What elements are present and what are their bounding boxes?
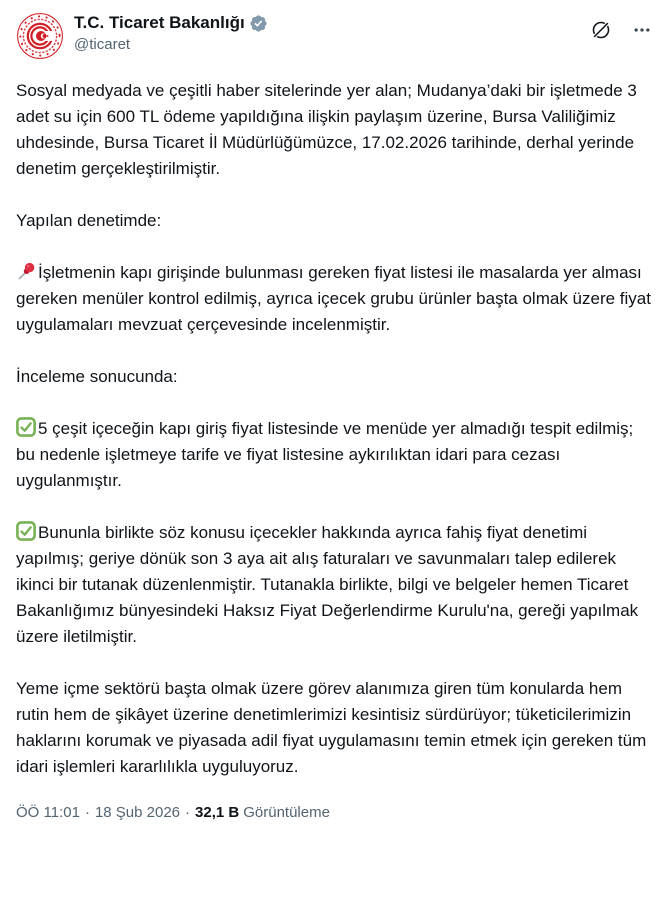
tweet-paragraph (16, 520, 654, 650)
paragraph-text: 5 çeşit içeceğin kapı giriş fiyat listesinde ve menüde yer almadığı tespit edilmiş; bu nedenle işletmeye tarife ve fiyat listesine aykırılıktan idari para cezası uygulanmıştır. (16, 419, 634, 490)
paragraph-text: Yapılan denetimde: (16, 211, 162, 230)
tweet-header (16, 12, 654, 60)
grok-icon (590, 19, 612, 41)
check-mark-icon (16, 521, 36, 541)
paragraph-text: İşletmenin kapı girişinde bulunması gereken fiyat listesi ile masalarda yer alması gereken menüler kontrol edilmiş, ayrıca içecek grubu ürünler başta olmak üzere fiyat uygulamaları mevzuat çerçevesinde incelenmiştir. (16, 263, 651, 334)
user-names (74, 12, 590, 53)
paragraph-text: İnceleme sonucunda: (16, 367, 178, 386)
tweet-paragraph (16, 208, 654, 234)
separator-dot: · (84, 804, 90, 821)
tweet-paragraph (16, 364, 654, 390)
avatar[interactable] (16, 12, 64, 60)
tweet-body (16, 78, 654, 780)
paragraph-text: Sosyal medyada ve çeşitli haber sitelerinde yer alan; Mudanya’daki bir işletmede 3 adet su için 600 TL ödeme yapıldığına ilişkin paylaşım üzerine, Bursa Valiliğimiz uhdesinde, Bursa Ticaret İl Müdürlüğümüzce, 17.02.2026 tarihinde, derhal yerinde denetim gerçekleştirilmiştir. (16, 81, 637, 178)
header-actions (590, 12, 654, 41)
tweet-footer (16, 804, 654, 821)
tweet-paragraph (16, 260, 654, 338)
views-count: 32,1 B (195, 804, 240, 821)
views-label: Görüntüleme (243, 804, 330, 821)
verified-badge-icon[interactable] (249, 14, 268, 33)
tweet-paragraph (16, 78, 654, 182)
more-button[interactable] (632, 20, 652, 40)
user-handle[interactable]: @ticaret (74, 36, 131, 53)
pushpin-icon (16, 261, 36, 281)
check-mark-icon (16, 417, 36, 437)
display-name[interactable]: T.C. Ticaret Bakanlığı (74, 13, 245, 32)
paragraph-text: Bununla birlikte söz konusu içecekler hakkında ayrıca fahiş fiyat denetimi yapılmış; geriye dönük son 3 aya ait alış faturaları ve savunmaları talep edilerek ikinci bir tutanak düzenlenmiştir. Tutanakla birlikte, bilgi ve belgeler hemen Ticaret Bakanlığımız bünyesindeki Haksız Fiyat Değerlendirme Kurulu'na, gereği yapılmak üzere iletilmiştir. (16, 523, 639, 646)
paragraph-text: Yeme içme sektörü başta olmak üzere görev alanımıza giren tüm konularda hem rutin hem de şikâyet üzerine denetimlerimizi kesintisiz sürdürüyor; tüketicilerimizin haklarını korumak ve piyasada adil fiyat uygulamasını temin etmek için gereken tüm idari işlemleri kararlılıkla uyguluyoruz. (16, 679, 647, 776)
timestamp-time: ÖÖ 11:01 (16, 804, 80, 821)
separator-dot: · (185, 804, 191, 821)
timestamp-date: 18 Şub 2026 (94, 804, 181, 821)
tweet-paragraph (16, 416, 654, 494)
ministry-of-trade-logo-icon (16, 12, 64, 60)
grok-button[interactable] (590, 19, 612, 41)
tweet-paragraph (16, 676, 654, 780)
more-horizontal-icon (632, 20, 652, 40)
